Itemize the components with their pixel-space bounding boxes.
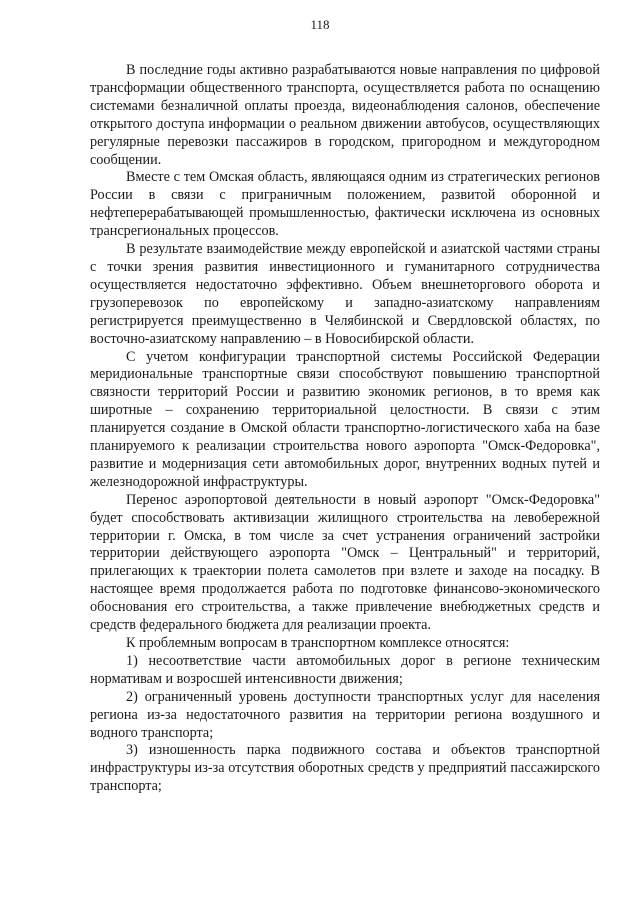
list-item-roads: 1) несоответствие части автомобильных дорог в регионе техническим нормативам и возросшей интенсивности движения; <box>90 652 600 687</box>
paragraph-omsk-region: Вместе с тем Омская область, являющаяся одним из стратегических регионов России в связи с приграничным положением, развитой оборонной и нефтеперерабатывающей промышленностью, фактически исключена из основных трансрегиональных процессов. <box>90 169 600 240</box>
paragraph-digital-transformation: В последние годы активно разрабатываются новые направления по цифровой трансформации общественного транспорта, осуществляется работа по оснащению системами безналичной оплаты проезда, видеонаблюдения салонов, обеспечение открытого доступа информации о реальном движении автобусов, осуществляющих регулярные перевозки пассажиров в городском, пригородном и междугородном сообщении. <box>90 62 600 168</box>
paragraph-interaction: В результате взаимодействие между европейской и азиатской частями страны с точки зрения развития инвестиционного и гуманитарного сотрудничества осуществляется недостаточно эффективно. Объем внешнеторгового оборота и грузоперевозок по европейскому и западно-азиатскому направлениям регистрируется преимущественно в Челябинской и Свердловской областях, по восточно-азиатскому направлению – в Новосибирской области. <box>90 241 600 347</box>
list-item-accessibility: 2) ограниченный уровень доступности транспортных услуг для населения региона из-за недостаточного развития на территории региона воздушного и водного транспорта; <box>90 688 600 741</box>
paragraph-transport-hub: С учетом конфигурации транспортной системы Российской Федерации меридиональные транспортные связи способствуют повышению транспортной связности территорий России и развитию экономик регионов, в то время как широтные – сохранению территориальной целостности. В связи с этим планируется создание в Омской области транспортно-логистического хаба на базе планируемого к реализации строительства нового аэропорта "Омск-Федоровка", развитие и модернизация сети автомобильных дорог, внутренних водных путей и железнодорожной инфраструктуры. <box>90 348 600 490</box>
paragraph-problems-intro: К проблемным вопросам в транспортном комплексе относятся: <box>126 635 510 651</box>
document-body <box>90 62 600 796</box>
page-number: 118 <box>310 17 330 32</box>
list-item-rolling-stock: 3) изношенность парка подвижного состава и объектов транспортной инфраструктуры из-за отсутствия оборотных средств у предприятий пассажирского транспорта; <box>90 742 600 795</box>
paragraph-airport-relocation: Перенос аэропортовой деятельности в новый аэропорт "Омск-Федоровка" будет способствовать активизации жилищного строительства на левобережной территории г. Омска, в том числе за счет устранения ограничений застройки территории действующего аэропорта "Омск – Центральный" и территорий, прилегающих к траектории полета самолетов при взлете и заходе на посадку. В настоящее время продолжается работа по подготовке финансово-экономического обоснования его строительства, а также привлечение внебюджетных средств и средств федерального бюджета для реализации проекта. <box>90 491 600 634</box>
